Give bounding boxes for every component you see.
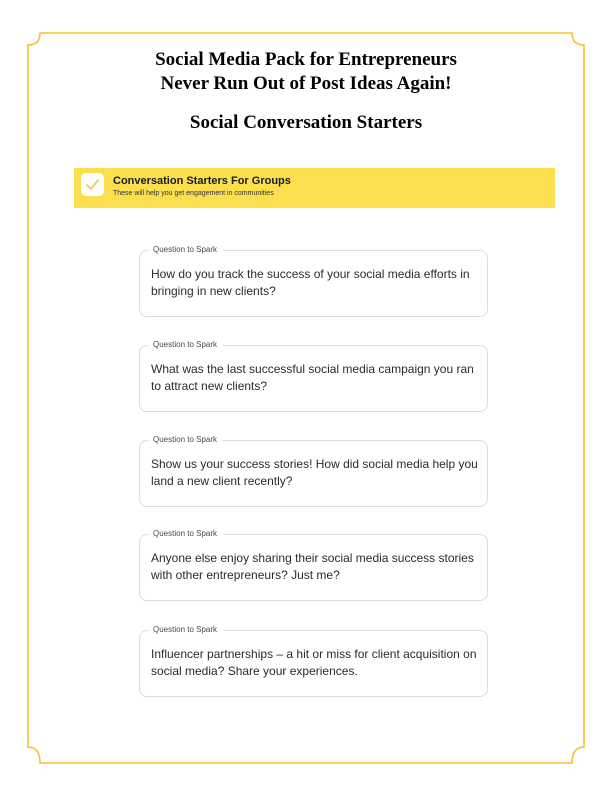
- document-title-line-2: Never Run Out of Post Ideas Again!: [160, 73, 452, 94]
- question-label: Question to Spark: [148, 244, 223, 256]
- document-title-line-1: Social Media Pack for Entrepreneurs: [155, 49, 457, 70]
- category-banner: [74, 168, 555, 208]
- question-label: Question to Spark: [148, 434, 223, 446]
- question-card: [139, 435, 488, 507]
- question-label: Question to Spark: [148, 624, 223, 636]
- document-header: [0, 48, 612, 135]
- checkmark-icon: [81, 173, 104, 196]
- question-text: What was the last successful social media campaign you ran to attract new clients?: [151, 362, 474, 393]
- question-label: Question to Spark: [148, 339, 223, 351]
- question-card: [139, 529, 488, 601]
- question-text: Influencer partnerships – a hit or miss for client acquisition on social media? Share your experiences.: [151, 647, 477, 678]
- question-text: Show us your success stories! How did social media help you land a new client recently?: [151, 457, 478, 488]
- question-card: [139, 625, 488, 697]
- banner-subtitle: These will help you get engagement in communities: [113, 190, 274, 197]
- question-text: How do you track the success of your social media efforts in bringing in new clients?: [151, 267, 470, 298]
- section-title: Social Conversation Starters: [189, 112, 423, 133]
- question-label: Question to Spark: [148, 528, 223, 540]
- question-card: [139, 245, 488, 317]
- question-card: [139, 340, 488, 412]
- banner-title: Conversation Starters For Groups: [113, 175, 291, 187]
- question-text: Anyone else enjoy sharing their social media success stories with other entrepreneurs? Just me?: [151, 551, 474, 582]
